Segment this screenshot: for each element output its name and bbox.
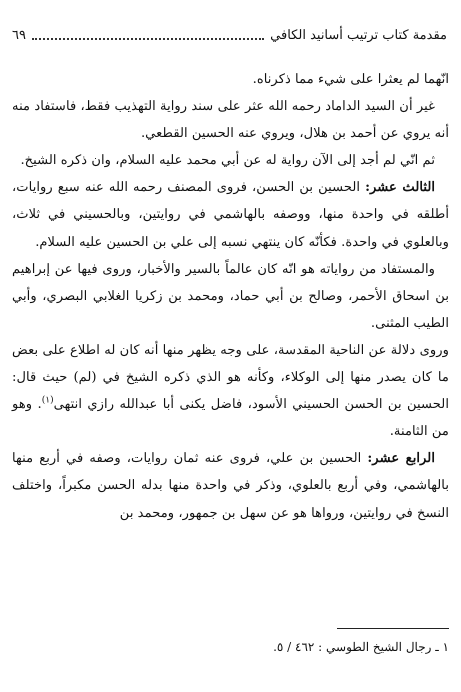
- footnote: ١ ـ رجال الشيخ الطوسي : ٤٦٢ / ٥.: [273, 640, 449, 654]
- paragraph: [12, 337, 449, 445]
- paragraph-text: وروى دلالة عن الناحية المقدسة، على وجه يظهر منها أنه كان له اطلاع على بعض ما كان يصدر منها إلى الوكلاء، وكأنه هو الذي ذكره الشيخ في (لم) حيث قال: الحسين بن الحسن الحسيني الأسود، فاضل يكنى أبا عبدالله رازي انتهى: [12, 342, 449, 413]
- paragraph: [12, 256, 449, 337]
- paragraph-text: . وهو من الثامنة.: [12, 397, 449, 440]
- header-title: مقدمة كتاب ترتيب أسانيد الكافي: [270, 27, 447, 43]
- paragraph: [12, 174, 449, 255]
- paragraph: [12, 445, 449, 526]
- footnote-separator: [337, 628, 449, 629]
- running-header: [12, 24, 447, 46]
- section-heading: الثالث عشر:: [365, 180, 436, 196]
- paragraph-text: الحسين بن علي، فروى عنه ثمان روايات، وصفه في أربع منها بالهاشمي، وفي أربع بالعلوي، وذكر في واحدة منها بدله الحسن مكبراً، واختلف النسخ في روايتين، ورواها هو عن سهل بن جمهور، ومحمد بن: [12, 451, 449, 521]
- section-heading: الرابع عشر:: [367, 451, 435, 467]
- paragraph-text: انّهما لم يعثرا على شيء مما ذكرناه.: [252, 72, 449, 87]
- paragraph-text: والمستفاد من رواياته هو انّه كان عالماً بالسير والأخبار، وروى فيها عن إبراهيم بن اسحاق الأحمر، وصالح بن أبي حماد، ومحمد بن زكريا الغلابي البصري، وأبي الطيب المثنى.: [12, 261, 449, 331]
- page-body: [12, 66, 449, 527]
- header-dot-leader: [32, 38, 264, 40]
- paragraph: [12, 66, 449, 93]
- page-number: ٦٩: [12, 27, 26, 43]
- paragraph: [12, 147, 449, 174]
- paragraph-text: غير أن السيد الداماد رحمه الله عثر على سند رواية التهذيب فقط، فاستفاد منه أنه يروي عن أحمد بن هلال، ويروي عنه الحسين القطعي.: [12, 99, 449, 142]
- paragraph-text: الحسين بن الحسن، فروى المصنف رحمه الله عنه سبع روايات، أطلقه في واحدة منها، ووصفه بالهاشمي في روايتين، وبالحسيني في ثلاث، وبالعلوي في واحدة. فكأنّه كان ينتهي نسبه إلى علي بن الحسين عليه السلام.: [12, 180, 449, 250]
- paragraph-text: ثم انّي لم أجد إلى الآن رواية له عن أبي محمد عليه السلام، وان ذكره الشيخ.: [20, 153, 435, 169]
- paragraph: [12, 93, 449, 147]
- footnote-marker: (١): [41, 395, 54, 406]
